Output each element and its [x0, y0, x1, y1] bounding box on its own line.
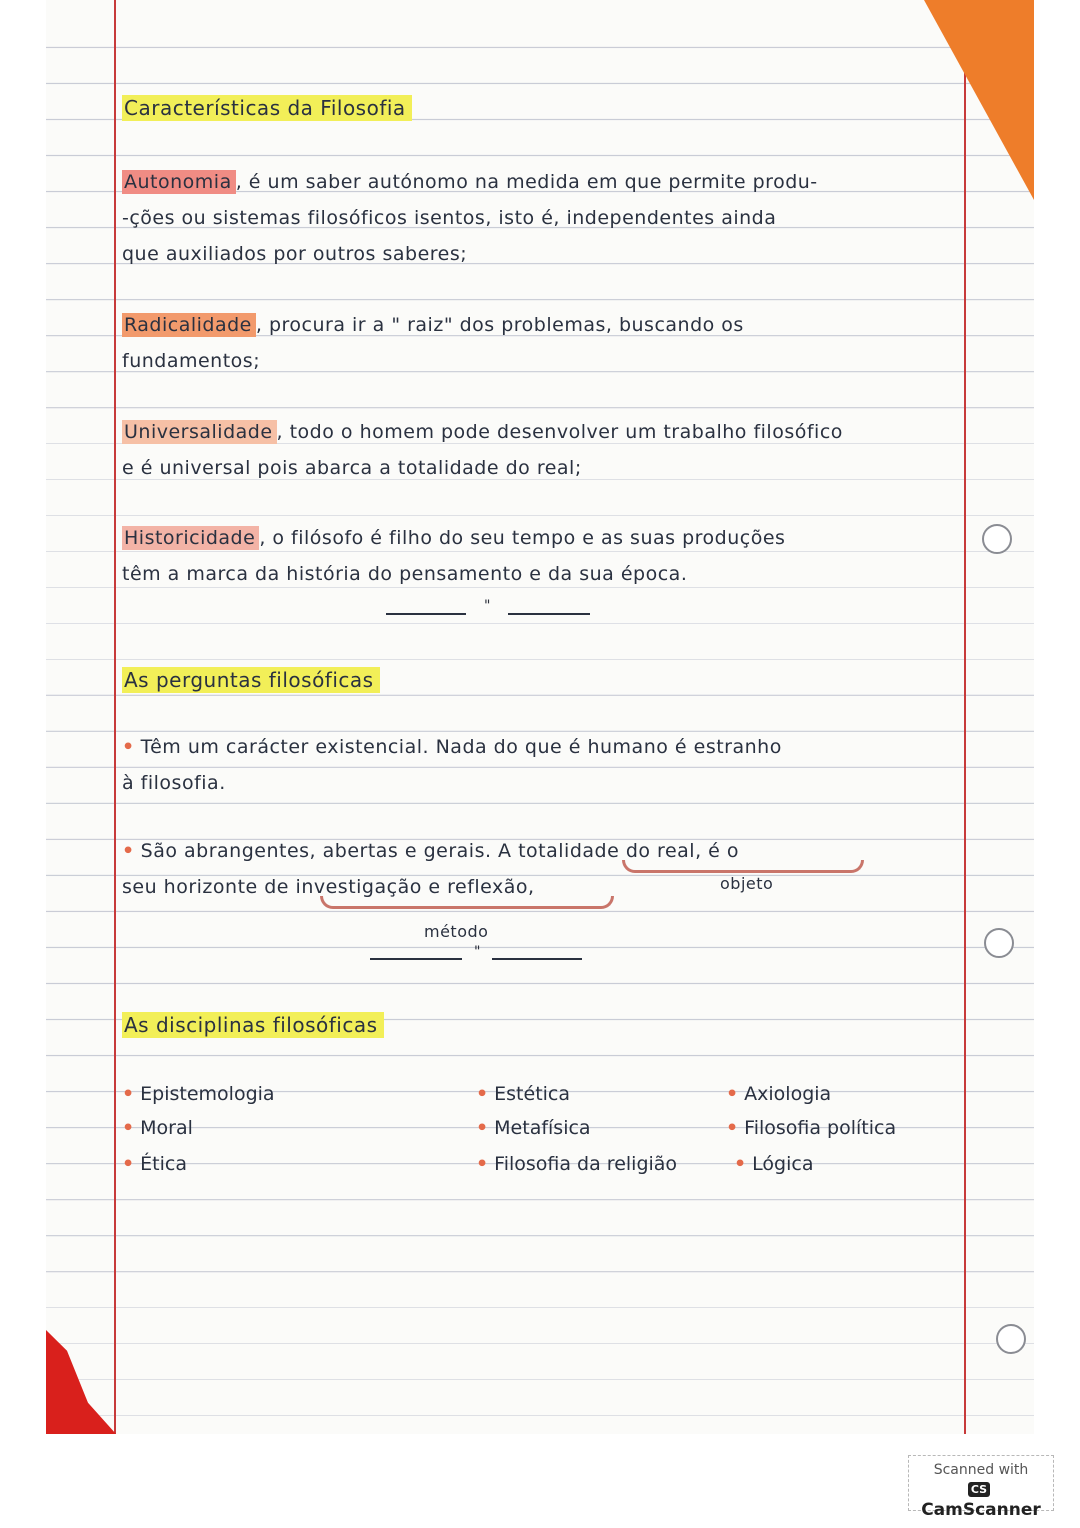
binder-hole: [984, 928, 1014, 958]
watermark-line1: Scanned with: [933, 1462, 1029, 1478]
section-heading: Características da Filosofia: [122, 96, 942, 120]
text-line: têm a marca da história do pensamento e da sua época.: [122, 563, 688, 585]
camscanner-watermark: [908, 1455, 1054, 1520]
list-item: • Metafísica: [476, 1117, 591, 1139]
totalidade-phrase: totalidade do real: [518, 840, 696, 862]
divider-right: [508, 613, 590, 615]
divider-left: [386, 613, 466, 615]
bullet-item: • Têm um carácter existencial. Nada do que é humano é estranho: [122, 736, 782, 758]
list-item: • Lógica: [734, 1153, 814, 1175]
divider-mark: ": [484, 598, 491, 614]
text-line: fundamentos;: [122, 350, 261, 372]
text-line: que auxiliados por outros saberes;: [122, 243, 468, 265]
divider-left: [370, 958, 462, 960]
item-historicidade: Historicidade , o filósofo é filho do seu tempo e as suas produções: [124, 527, 786, 549]
right-margin-line: [964, 0, 966, 1434]
watermark-line2: CSCamScanner: [921, 1483, 1041, 1520]
list-item: • Filosofia da religião: [476, 1153, 678, 1175]
brace-objeto: [622, 860, 864, 873]
item-autonomia: Autonomia , é um saber autónomo na medida em que permite produ-: [124, 171, 818, 193]
bullet-item: • São abrangentes, abertas e gerais. A totalidade do real, é o: [122, 840, 739, 862]
label-objeto: objeto: [720, 874, 774, 893]
section-heading: As perguntas filosóficas: [122, 668, 942, 692]
list-item: • Filosofia política: [726, 1117, 897, 1139]
item-radicalidade: Radicalidade , procura ir a " raiz" dos problemas, buscando os: [124, 314, 744, 336]
divider-mark: ": [474, 944, 481, 960]
term-historicidade: Historicidade: [122, 526, 259, 550]
section-heading: As disciplinas filosóficas: [122, 1013, 942, 1037]
list-item: • Ética: [122, 1153, 187, 1175]
divider-right: [492, 958, 582, 960]
text-line: seu horizonte de investigação e reflexão,: [122, 876, 535, 898]
list-item: • Estética: [476, 1083, 571, 1105]
binder-hole: [996, 1324, 1026, 1354]
list-item: • Axiologia: [726, 1083, 832, 1105]
brace-metodo: [320, 896, 614, 909]
term-radicalidade: Radicalidade: [122, 313, 256, 337]
investigacao-phrase: investigação e reflexão,: [295, 876, 535, 898]
item-universalidade: Universalidade , todo o homem pode desenvolver um trabalho filosófico: [124, 421, 843, 443]
list-item: • Epistemologia: [122, 1083, 275, 1105]
list-item: • Moral: [122, 1117, 193, 1139]
label-metodo: método: [424, 922, 489, 941]
text-line: à filosofia.: [122, 772, 226, 794]
text-line: e é universal pois abarca a totalidade do real;: [122, 457, 582, 479]
term-autonomia: Autonomia: [122, 170, 236, 194]
left-margin-line: [114, 0, 116, 1434]
term-universalidade: Universalidade: [122, 420, 277, 444]
binder-hole: [982, 524, 1012, 554]
text-line: -ções ou sistemas filosóficos isentos, isto é, independentes ainda: [122, 207, 777, 229]
camscanner-logo-icon: CS: [968, 1482, 990, 1497]
